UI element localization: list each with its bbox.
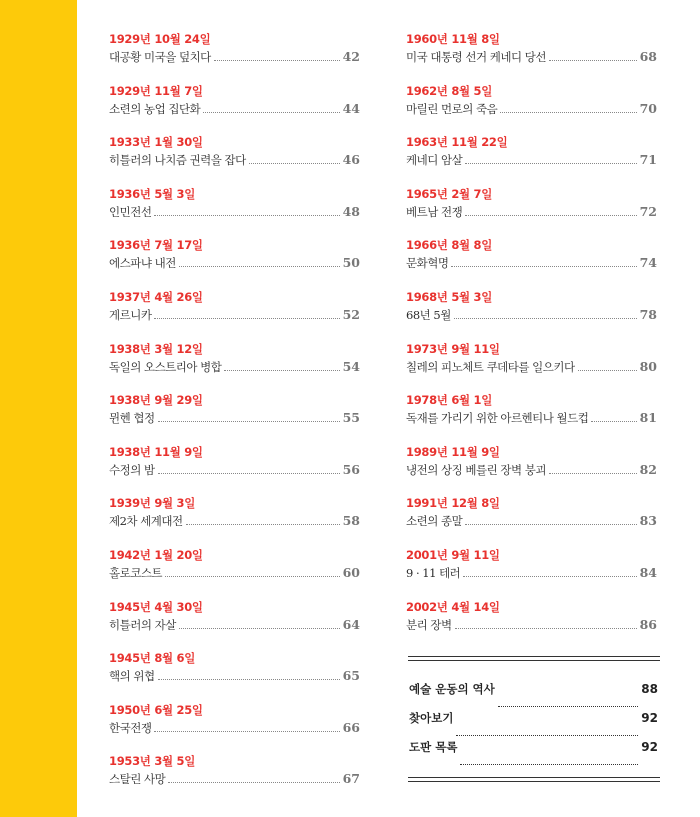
leader-dots — [578, 369, 637, 371]
entry-title: 홀로코스트 — [109, 565, 163, 580]
toc-entry[interactable] — [406, 394, 657, 446]
entry-title: 에스파냐 내전 — [109, 256, 176, 271]
entry-title: 대공황 미국을 덮치다 — [109, 50, 211, 64]
leader-dots — [454, 317, 637, 319]
entry-date: 1963년 11월 22일 — [406, 135, 508, 150]
entry-page-number: 55 — [342, 410, 360, 426]
entry-date: 1962년 8월 5일 — [406, 83, 493, 98]
entry-title: 인민전선 — [109, 204, 152, 219]
leader-dots — [158, 420, 340, 422]
toc-entry[interactable] — [109, 652, 360, 704]
entry-date: 1973년 9월 11일 — [406, 341, 500, 356]
entry-date: 1978년 6월 1일 — [406, 393, 493, 408]
leader-dots — [465, 214, 636, 216]
double-rule-bottom — [408, 777, 660, 782]
toc-entry[interactable] — [109, 755, 360, 807]
toc-entry[interactable] — [406, 239, 657, 291]
leader-dots — [460, 763, 638, 765]
leader-dots — [168, 781, 339, 783]
toc-entry[interactable] — [109, 446, 360, 498]
leader-dots — [591, 420, 636, 422]
toc-entry[interactable] — [109, 549, 360, 601]
leader-dots — [158, 678, 340, 680]
appendix-item-index[interactable] — [409, 710, 658, 739]
appendix-title: 도판 목록 — [409, 740, 458, 754]
leader-dots — [455, 627, 637, 629]
entry-date: 1929년 10월 24일 — [109, 32, 211, 46]
entry-page-number: 52 — [342, 306, 360, 322]
entry-title: 소련의 농업 집단화 — [109, 101, 201, 116]
leader-dots — [224, 369, 339, 371]
entry-page-number: 74 — [639, 255, 657, 271]
toc-entry[interactable] — [109, 704, 360, 756]
toc-entry[interactable] — [109, 497, 360, 549]
entry-title: 독일의 오스트리아 병합 — [109, 359, 222, 374]
entry-title: 뮌헨 협정 — [109, 411, 155, 426]
appendix-title: 찾아보기 — [409, 711, 454, 725]
entry-date: 1939년 9월 3일 — [109, 496, 196, 511]
entry-title: 베트남 전쟁 — [406, 204, 463, 219]
entry-date: 1938년 9월 29일 — [109, 393, 203, 408]
entry-page-number: 58 — [342, 513, 360, 529]
toc-entry[interactable] — [109, 394, 360, 446]
entry-title: 한국전쟁 — [109, 720, 152, 735]
entry-title: 히틀러의 자살 — [109, 617, 176, 632]
entry-date: 1989년 11월 9일 — [406, 444, 500, 459]
toc-entry[interactable] — [406, 33, 657, 85]
entry-title: 68년 5월 — [406, 307, 451, 322]
entry-page-number: 86 — [639, 616, 657, 632]
leader-dots — [463, 575, 636, 577]
leader-dots — [456, 734, 638, 736]
entry-title: 9 · 11 테러 — [406, 565, 461, 580]
entry-date: 2001년 9월 11일 — [406, 547, 500, 562]
entry-title: 독재를 가리기 위한 아르헨티나 월드컵 — [406, 411, 589, 426]
leader-dots — [158, 472, 340, 474]
entry-title: 히틀러의 나치즘 권력을 잡다 — [109, 153, 246, 168]
entry-title: 냉전의 상징 베를린 장벽 붕괴 — [406, 462, 546, 477]
entry-date: 1950년 6월 25일 — [109, 702, 203, 717]
entry-title: 수정의 밤 — [109, 462, 155, 477]
toc-entry[interactable] — [406, 601, 657, 653]
entry-date: 1938년 3월 12일 — [109, 341, 203, 356]
leader-dots — [465, 162, 636, 164]
entry-page-number: 84 — [639, 564, 657, 580]
entry-title: 분리 장벽 — [406, 617, 452, 632]
entry-title: 스탈린 사망 — [109, 772, 166, 787]
toc-entry[interactable] — [406, 446, 657, 498]
entry-date: 1929년 11월 7일 — [109, 83, 203, 98]
leader-dots — [179, 627, 340, 629]
leader-dots — [186, 523, 340, 525]
entry-page-number: 50 — [342, 255, 360, 271]
entry-page-number: 82 — [639, 461, 657, 477]
appendix-item-art-movements[interactable] — [409, 681, 658, 710]
toc-left-column — [109, 33, 360, 807]
entry-page-number: 67 — [342, 771, 360, 787]
leader-dots — [549, 59, 637, 61]
entry-date: 1942년 1월 20일 — [109, 547, 203, 562]
entry-date: 1945년 8월 6일 — [109, 651, 196, 666]
toc-entry[interactable] — [406, 291, 657, 343]
entry-date: 1968년 5월 3일 — [406, 289, 493, 304]
entry-page-number: 66 — [342, 719, 360, 735]
entry-title: 문화혁명 — [406, 256, 449, 271]
yellow-margin-stripe — [0, 0, 77, 817]
appendix-title: 예술 운동의 역사 — [409, 682, 495, 696]
leader-dots — [549, 472, 637, 474]
entry-page-number: 70 — [639, 100, 657, 116]
entry-page-number: 71 — [639, 152, 657, 168]
entry-page-number: 56 — [342, 461, 360, 477]
leader-dots — [465, 523, 636, 525]
appendix-page-number: 92 — [641, 711, 658, 725]
entry-page-number: 68 — [639, 49, 657, 64]
entry-page-number: 83 — [639, 513, 657, 529]
entry-title: 소련의 종말 — [406, 514, 463, 529]
entry-date: 1936년 5월 3일 — [109, 186, 196, 201]
toc-entry[interactable] — [406, 188, 657, 240]
entry-date: 1938년 11월 9일 — [109, 444, 203, 459]
toc-entry[interactable] — [109, 33, 360, 85]
toc-entry[interactable] — [109, 239, 360, 291]
entry-page-number: 72 — [639, 203, 657, 219]
appendix-page-number: 88 — [641, 682, 658, 696]
leader-dots — [498, 705, 639, 707]
entry-page-number: 44 — [342, 100, 360, 116]
leader-dots — [203, 111, 339, 113]
leader-dots — [154, 730, 339, 732]
entry-page-number: 65 — [342, 668, 360, 684]
entry-date: 1945년 4월 30일 — [109, 599, 203, 614]
leader-dots — [500, 111, 636, 113]
entry-date: 1991년 12월 8일 — [406, 496, 500, 511]
toc-entry[interactable] — [406, 497, 657, 549]
entry-date: 1965년 2월 7일 — [406, 186, 493, 201]
entry-date: 1936년 7월 17일 — [109, 238, 203, 253]
leader-dots — [154, 214, 339, 216]
entry-page-number: 80 — [639, 358, 657, 374]
entry-title: 칠레의 피노체트 쿠데타를 일으키다 — [406, 359, 575, 374]
entry-date: 1937년 4월 26일 — [109, 289, 203, 304]
toc-entry[interactable] — [406, 136, 657, 188]
appendix-list — [409, 681, 658, 768]
entry-page-number: 64 — [342, 616, 360, 632]
entry-page-number: 48 — [342, 203, 360, 219]
leader-dots — [179, 265, 340, 267]
entry-page-number: 78 — [639, 306, 657, 322]
entry-page-number: 54 — [342, 358, 360, 374]
appendix-page-number: 92 — [641, 740, 658, 754]
toc-entry[interactable] — [109, 291, 360, 343]
entry-date: 1953년 3월 5일 — [109, 754, 196, 769]
leader-dots — [154, 317, 339, 319]
entry-title: 제2차 세계대전 — [109, 514, 183, 529]
leader-dots — [249, 162, 340, 164]
toc-entry[interactable] — [109, 188, 360, 240]
toc-right-column — [406, 33, 657, 652]
toc-entry[interactable] — [406, 85, 657, 137]
toc-entry[interactable] — [109, 85, 360, 137]
entry-title: 게르니카 — [109, 307, 152, 322]
leader-dots — [451, 265, 636, 267]
leader-dots — [214, 59, 340, 61]
entry-page-number: 60 — [342, 564, 360, 580]
entry-page-number: 42 — [342, 49, 360, 64]
entry-title: 마릴린 먼로의 죽음 — [406, 101, 498, 116]
entry-page-number: 46 — [342, 152, 360, 168]
entry-title: 케네디 암살 — [406, 153, 463, 168]
entry-date: 2002년 4월 14일 — [406, 599, 500, 614]
entry-page-number: 81 — [639, 410, 657, 426]
entry-date: 1966년 8월 8일 — [406, 238, 493, 253]
entry-title: 핵의 위협 — [109, 669, 155, 684]
toc-entry[interactable] — [406, 549, 657, 601]
entry-date: 1933년 1월 30일 — [109, 135, 203, 150]
entry-title: 미국 대통령 선거 케네디 당선 — [406, 50, 546, 64]
leader-dots — [165, 575, 340, 577]
toc-entry[interactable] — [406, 343, 657, 395]
toc-entry[interactable] — [109, 136, 360, 188]
double-rule-top — [408, 656, 660, 661]
appendix-item-plates[interactable] — [409, 739, 658, 768]
toc-entry[interactable] — [109, 343, 360, 395]
entry-date: 1960년 11월 8일 — [406, 32, 500, 46]
toc-entry[interactable] — [109, 601, 360, 653]
